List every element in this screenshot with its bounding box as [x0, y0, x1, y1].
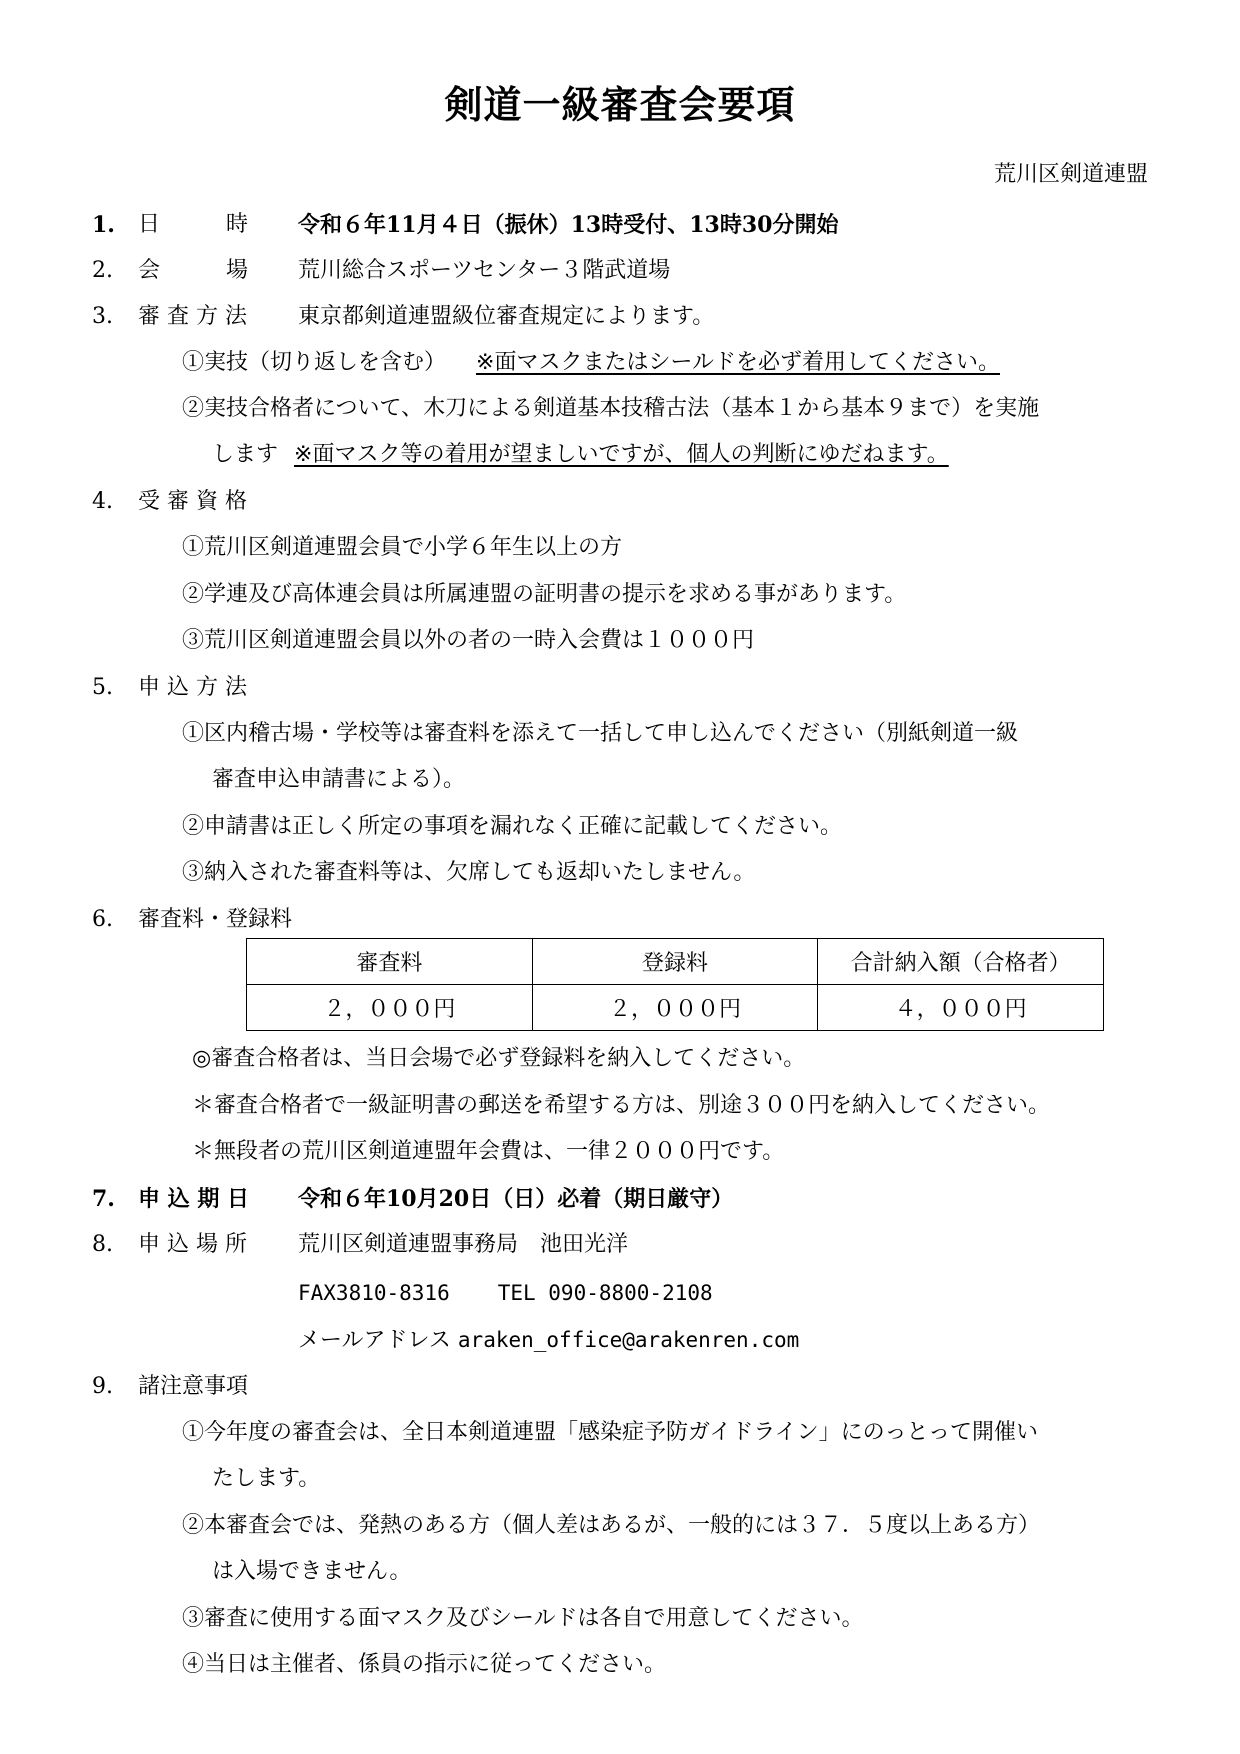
item-text: ①今年度の審査会は、全日本剣道連盟「感染症予防ガイドライン」にのっとって開催い [182, 1420, 1039, 1445]
section-label: 会 場 [138, 258, 249, 283]
document-title: 剣道一級審査会要項 [444, 82, 796, 127]
item-text: は入場できません。 [212, 1559, 412, 1584]
table-header-cell: 登録料 [532, 939, 818, 985]
method-value: 東京都剣道連盟級位審査規定によります。 [298, 304, 715, 329]
date-time-value: 令和６年11月４日（振休）13時受付、13時30分開始 [298, 212, 839, 238]
venue-value: 荒川総合スポーツセンター３階武道場 [298, 258, 671, 283]
item-text: 審査申込申請書による）。 [212, 767, 466, 792]
table-header-cell: 合計納入額（合格者） [818, 939, 1104, 985]
table-cell: ２，０００円 [247, 985, 533, 1031]
section-number: 7. [92, 1186, 115, 1212]
section-label: 審査料・登録料 [138, 907, 293, 932]
item-text: たします。 [212, 1466, 321, 1491]
section-label: 審 査 方 法 [138, 304, 247, 329]
section-label: 申 込 方 法 [138, 675, 247, 700]
note-text: ＊無段者の荒川区剣道連盟年会費は、一律２０００円です。 [192, 1139, 785, 1164]
item-text: ②申請書は正しく所定の事項を漏れなく正確に記載してください。 [182, 814, 843, 839]
item-text: ②本審査会では、発熱のある方（個人差はあるが、一般的には３７．５度以上ある方） [182, 1513, 1041, 1538]
organizer: 荒川区剣道連盟 [993, 162, 1148, 187]
section-number: 9. [92, 1374, 113, 1399]
section-number: 8. [92, 1232, 113, 1257]
item-text: ③審査に使用する面マスク及びシールドは各自で用意してください。 [182, 1606, 864, 1631]
mail-address[interactable]: araken_office@arakenren.com [457, 1328, 800, 1352]
table-cell: ４，０００円 [818, 985, 1104, 1031]
deadline-value: 令和６年10月20日（日）必着（期日厳守） [298, 1186, 734, 1212]
section-number: 3. [92, 304, 113, 329]
item-text: ②学連及び高体連会員は所属連盟の証明書の提示を求める事があります。 [182, 582, 907, 607]
fax-number: FAX3810-8316 [298, 1281, 450, 1305]
item-text: ①荒川区剣道連盟会員で小学６年生以上の方 [182, 535, 623, 560]
section-number: 1. [92, 212, 115, 238]
section-label: 日 時 [138, 212, 249, 237]
section-number: 2. [92, 258, 113, 283]
application-office: 荒川区剣道連盟事務局 池田光洋 [298, 1232, 629, 1257]
item-text: ①実技（切り返しを含む） [182, 350, 447, 375]
section-label: 申 込 場 所 [138, 1232, 247, 1257]
section-number: 5. [92, 675, 113, 700]
table-header-cell: 審査料 [247, 939, 533, 985]
section-label: 申 込 期 日 [138, 1186, 249, 1212]
table-row [247, 985, 1104, 1031]
table-cell: ２，０００円 [532, 985, 818, 1031]
section-number: 4. [92, 489, 113, 514]
section-number: 6. [92, 907, 113, 932]
note-text: ◎審査合格者は、当日会場で必ず登録料を納入してください。 [192, 1046, 806, 1071]
item-text: ③荒川区剣道連盟会員以外の者の一時入会費は１０００円 [182, 628, 755, 653]
section-label: 諸注意事項 [138, 1374, 249, 1399]
note-text: ＊審査合格者で一級証明書の郵送を希望する方は、別途３００円を納入してください。 [192, 1093, 1051, 1118]
tel-number: TEL 090-8800-2108 [497, 1281, 713, 1305]
item-text: ①区内稽古場・学校等は審査料を添えて一括して申し込んでください（別紙剣道一級 [182, 721, 1019, 746]
section-label: 受 審 資 格 [138, 489, 247, 514]
table-header-row [247, 939, 1104, 985]
item-text: ②実技合格者について、木刀による剣道基本技稽古法（基本１から基本９まで）を実施 [182, 396, 1040, 421]
mask-note: ※面マスク等の着用が望ましいですが、個人の判断にゆだねます。 [294, 442, 949, 467]
fee-table [246, 938, 1104, 1031]
item-text: ③納入された審査料等は、欠席しても返却いたしません。 [182, 860, 756, 885]
mask-note: ※面マスクまたはシールドを必ず着用してください。 [476, 350, 1001, 375]
item-text: します [212, 442, 279, 467]
item-text: ④当日は主催者、係員の指示に従ってください。 [182, 1652, 667, 1677]
mail-label: メールアドレス [298, 1328, 451, 1353]
